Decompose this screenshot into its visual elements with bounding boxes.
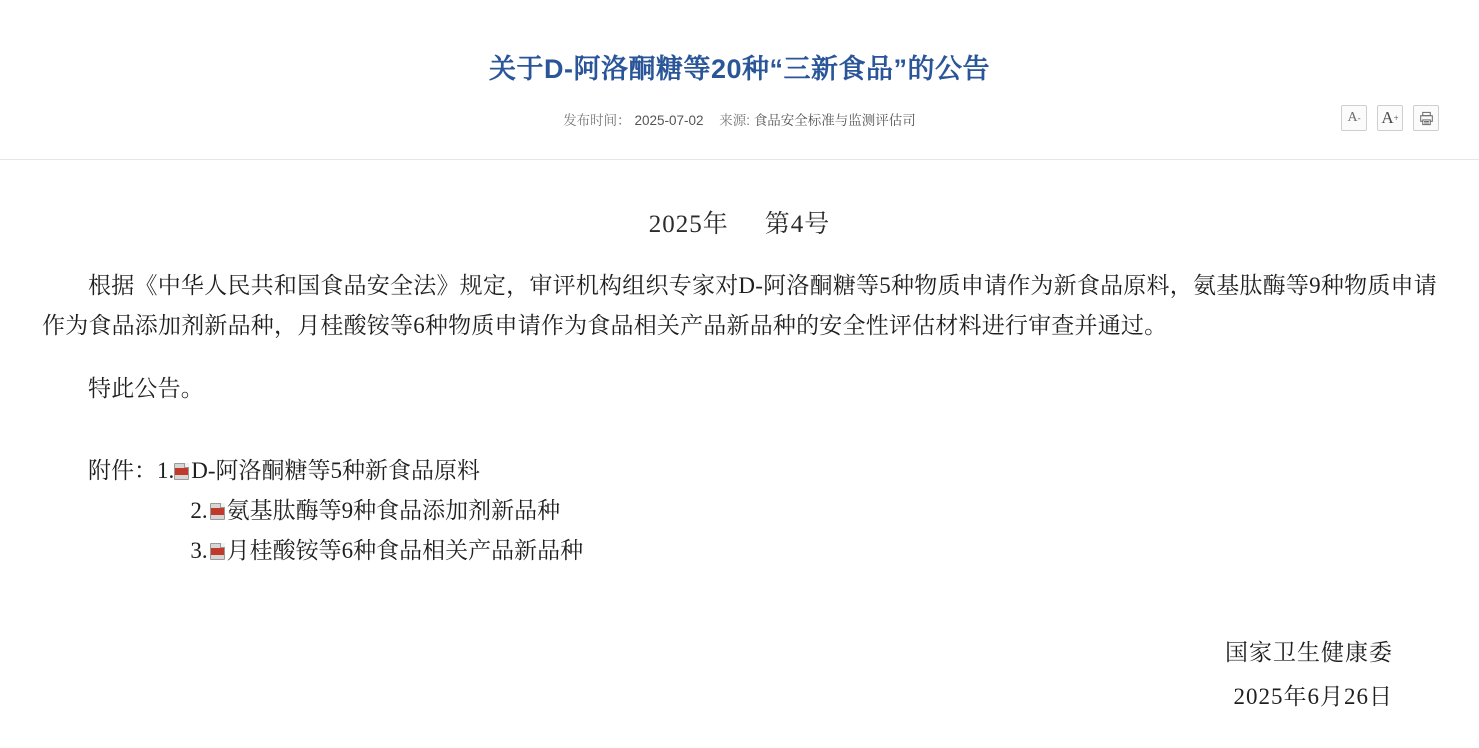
decrease-font-button[interactable] <box>1341 105 1367 131</box>
attachments-label: 附件： <box>88 458 157 484</box>
attachment-1-link[interactable]: D-阿洛酮糖等5种新食品原料 <box>191 458 481 484</box>
pdf-icon <box>174 463 189 480</box>
pdf-icon <box>210 503 225 520</box>
attachment-1-number: 1. <box>157 458 175 484</box>
publish-meta <box>0 109 1479 131</box>
document-year: 2025年 <box>648 211 729 239</box>
increase-font-sup: + <box>1393 113 1399 124</box>
source-label: 来源: <box>719 113 751 129</box>
attachments-third-line <box>42 531 1437 571</box>
publish-time-label: 发布时间： <box>563 113 631 129</box>
decrease-font-sup: - <box>1357 113 1361 124</box>
attachment-2-number: 2. <box>190 498 208 524</box>
increase-font-label: A <box>1381 108 1394 128</box>
attachment-3-number: 3. <box>190 538 208 564</box>
increase-font-button[interactable] <box>1377 105 1403 131</box>
attachment-3-link[interactable]: 月桂酸铵等6种食品相关产品新品种 <box>226 538 584 564</box>
meta-row <box>0 109 1479 149</box>
signature-block <box>42 631 1437 719</box>
decrease-font-label: A <box>1347 110 1358 126</box>
attachments-first-line <box>42 451 1437 491</box>
attachments-block <box>42 451 1437 571</box>
paragraph-main: 根据《中华人民共和国食品安全法》规定，审评机构组织专家对D-阿洛酮糖等5种物质申请作为新食品原料，氨基肽酶等9种物质申请作为食品添加剂新品种，月桂酸铵等6种物质申请作为食品相关产品新品种的安全性评估材料进行审查并通过。 <box>42 273 1437 339</box>
publish-time-value: 2025-07-02 <box>634 113 704 129</box>
header-divider <box>0 159 1479 160</box>
printer-icon <box>1419 111 1434 126</box>
attachments-second-line <box>42 491 1437 531</box>
page-title: 关于D-阿洛酮糖等20种“三新食品”的公告 <box>488 54 991 85</box>
publish-time <box>563 113 707 128</box>
announcement-page <box>0 18 1479 748</box>
document-number <box>42 204 1437 240</box>
document-serial: 第4号 <box>764 211 831 239</box>
attachment-2-link[interactable]: 氨基肽酶等9种食品添加剂新品种 <box>226 498 561 524</box>
paragraph-notice: 特此公告。 <box>88 376 204 402</box>
pdf-icon <box>210 543 225 560</box>
signature-organization: 国家卫生健康委 <box>1225 640 1393 666</box>
print-button[interactable] <box>1413 105 1439 131</box>
source <box>719 113 916 128</box>
document-body <box>0 204 1479 719</box>
toolbar <box>1341 105 1439 131</box>
source-value: 食品安全标准与监测评估司 <box>753 113 916 129</box>
signature-date: 2025年6月26日 <box>1233 684 1393 710</box>
